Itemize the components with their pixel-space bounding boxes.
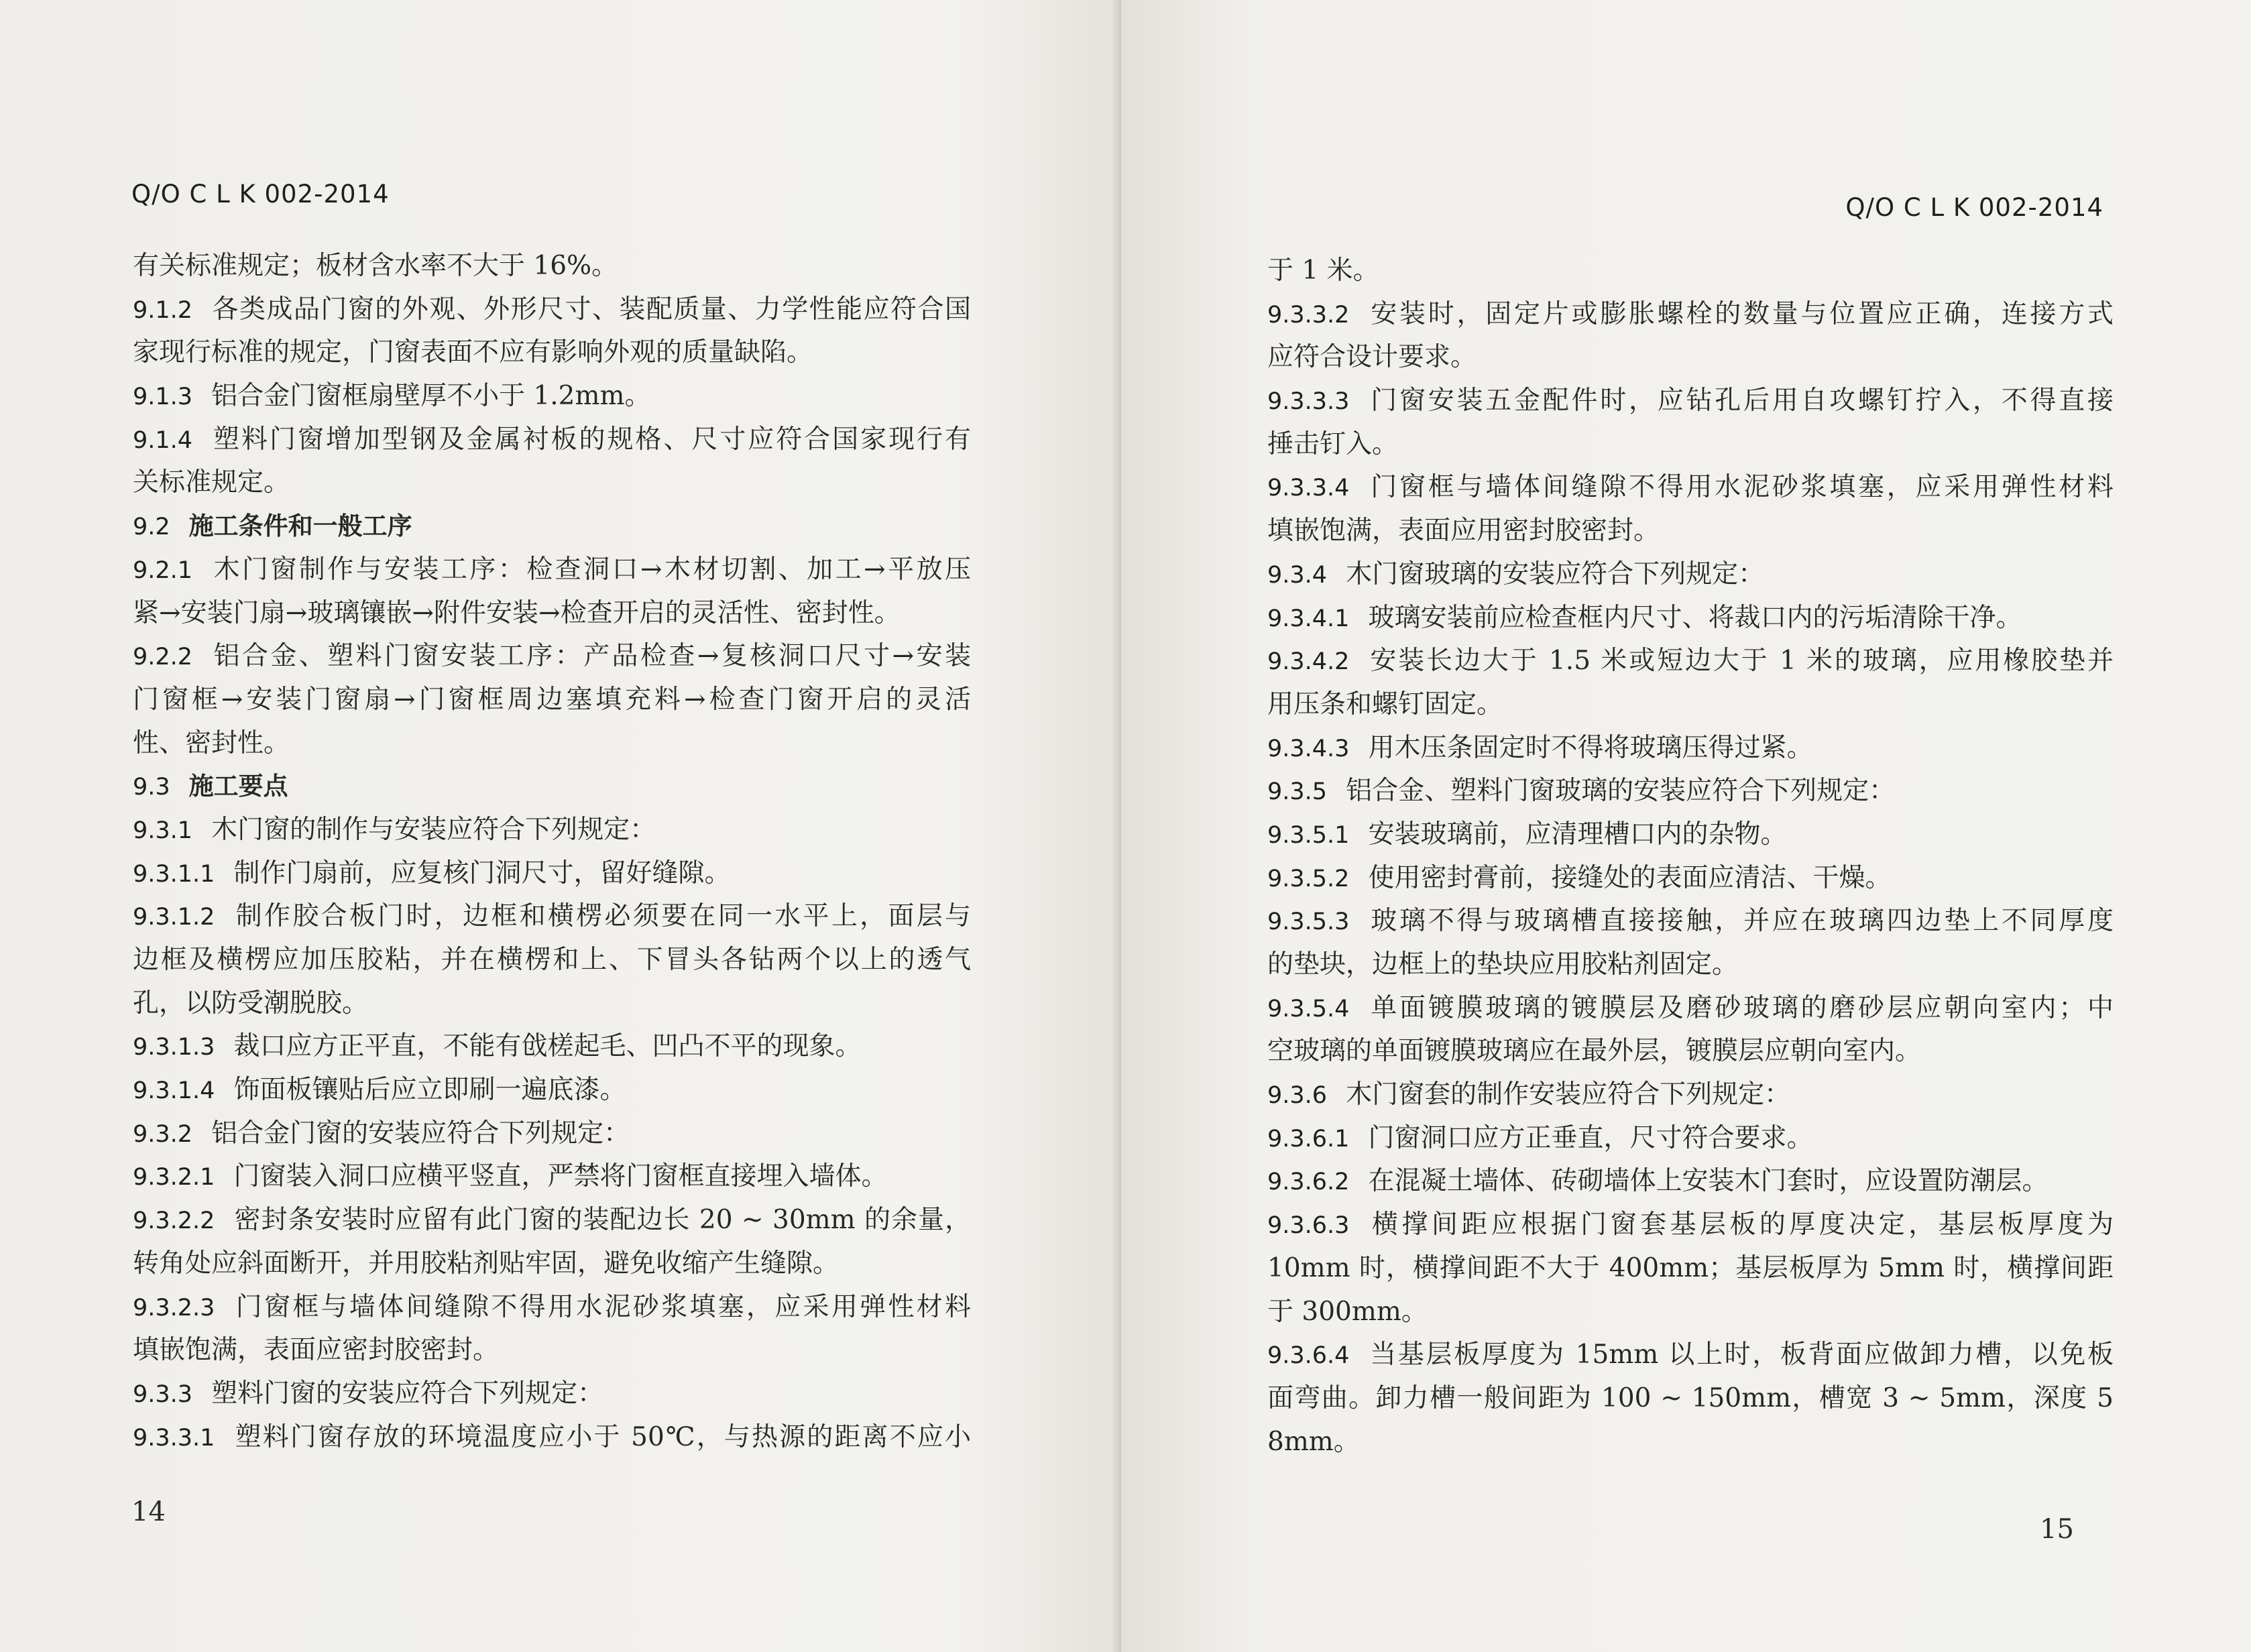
clause-text: 制作胶合板门时，边框和横楞必须要在同一水平上，面层与: [233, 901, 971, 932]
clause-text: 木门窗的制作与安装应符合下列规定：: [211, 814, 656, 845]
text-line: [1267, 510, 2114, 553]
clause-number: 9.3.1.4: [133, 1077, 215, 1105]
text-line: [133, 895, 971, 939]
clause-text: 铝合金、塑料门窗玻璃的安装应符合下列规定：: [1346, 776, 1896, 807]
clause-text: 紧→安装门扇→玻璃镶嵌→附件安装→检查开启的灵活性、密封性。: [133, 597, 901, 628]
clause-number: 9.2.2: [133, 644, 193, 671]
clause-number: 9.1.4: [133, 426, 193, 454]
clause-number: 9.3.1.3: [133, 1034, 215, 1061]
text-line: [133, 1069, 971, 1112]
clause-text: 门窗安装五金配件时，应钻孔后用自攻螺钉拧入，不得直接: [1368, 386, 2114, 416]
text-line: [133, 1329, 971, 1372]
clause-text: 填嵌饱满，表面应用密封胶密封。: [1267, 516, 1660, 546]
text-line: [133, 678, 971, 722]
clause-number: 9.3.5.4: [1267, 995, 1350, 1022]
clause-number: 9.1.3: [133, 384, 193, 411]
clause-text: 门窗洞口应方正垂直，尺寸符合要求。: [1368, 1122, 1813, 1153]
clause-text: 当基层板厚度为 15mm 以上时，板背面应做卸力槽，以免板: [1368, 1340, 2114, 1370]
clause-number: 9.1.2: [133, 296, 193, 324]
clause-number: 9.3.5.3: [1267, 908, 1350, 936]
clause-text: 施工条件和一般工序: [188, 512, 412, 541]
clause-text: 门窗装入洞口应横平竖直，严禁将门窗框直接埋入墙体。: [233, 1161, 888, 1192]
clause-text: 有关标准规定；板材含水率不大于 16%。: [133, 251, 618, 281]
clause-number: 9.3.4.1: [1267, 605, 1350, 632]
text-line: [1267, 683, 2114, 727]
clause-text: 在混凝土墙体、砖砌墙体上安装木门套时，应设置防潮层。: [1368, 1166, 2048, 1197]
text-line: [1267, 293, 2114, 337]
text-line: [133, 288, 971, 332]
clause-text: 于 300mm。: [1267, 1296, 1428, 1327]
clause-number: 9.3.6.1: [1267, 1125, 1350, 1153]
clause-number: 9.3.3.2: [1267, 301, 1350, 329]
clause-text: 应符合设计要求。: [1267, 342, 1477, 373]
clause-number: 9.3.2.2: [133, 1207, 215, 1235]
clause-number: 9.2: [133, 514, 170, 541]
text-line: [1267, 1377, 2114, 1421]
clause-number: 9.3.5.1: [1267, 821, 1350, 849]
clause-text: 木门窗制作与安装工序：检查洞口→木材切割、加工→平放压: [211, 554, 971, 585]
clause-text: 门窗框→安装门窗扇→门窗框周边塞填充料→检查门窗开启的灵活: [133, 684, 971, 715]
clause-number: 9.3.1: [133, 817, 193, 844]
text-line: [1267, 1117, 2114, 1161]
clause-text: 空玻璃的单面镀膜玻璃应在最外层，镀膜层应朝向室内。: [1267, 1036, 1922, 1067]
text-line: [133, 635, 971, 678]
text-line: [133, 722, 971, 766]
clause-number: 9.3.3.3: [1267, 388, 1350, 416]
clause-number: 9.3.4: [1267, 561, 1328, 589]
clause-text: 玻璃不得与玻璃槽直接接触，并应在玻璃四边垫上不同厚度: [1368, 906, 2114, 937]
section-heading: [133, 505, 971, 548]
clause-text: 性、密封性。: [133, 727, 290, 758]
clause-text: 饰面板镶贴后应立即刷一遍底漆。: [233, 1075, 626, 1106]
text-line: [1267, 900, 2114, 943]
text-line: [1267, 1334, 2114, 1377]
clause-text: 安装玻璃前，应清理槽口内的杂物。: [1368, 819, 1787, 849]
clause-text: 裁口应方正平直，不能有戗槎起毛、凹凸不平的现象。: [233, 1031, 862, 1062]
text-line: [1267, 813, 2114, 857]
text-line: [133, 1025, 971, 1069]
clause-number: 9.3.2.3: [133, 1294, 215, 1321]
text-line: [1267, 553, 2114, 597]
page-number: 15: [2040, 1514, 2074, 1545]
text-line: [1267, 597, 2114, 640]
clause-text: 安装长边大于 1.5 米或短边大于 1 米的玻璃，应用橡胶垫并: [1368, 646, 2114, 676]
text-line: [133, 418, 971, 462]
text-line: [1267, 640, 2114, 683]
clause-text: 关标准规定。: [133, 467, 290, 498]
text-line: [133, 1199, 971, 1242]
text-line: [133, 331, 971, 375]
clause-text: 边框及横楞应加压胶粘，并在横楞和上、下冒头各钻两个以上的透气: [133, 945, 971, 975]
text-line: [133, 461, 971, 505]
text-line: [1267, 1421, 2114, 1464]
clause-number: 9.3.6.4: [1267, 1342, 1350, 1370]
clause-text: 塑料门窗增加型钢及金属衬板的规格、尺寸应符合国家现行有: [211, 424, 971, 455]
text-line: [1267, 1073, 2114, 1117]
text-line: [1267, 1030, 2114, 1073]
clause-text: 转角处应斜面断开，并用胶粘剂贴牢固，避免收缩产生缝隙。: [133, 1248, 840, 1279]
clause-number: 9.3.5.2: [1267, 865, 1350, 892]
clause-number: 9.2.1: [133, 556, 193, 584]
text-line: [1267, 336, 2114, 379]
clause-text: 门窗框与墙体间缝隙不得用水泥砂浆填塞，应采用弹性材料: [1368, 472, 2114, 503]
clause-text: 横撑间距应根据门窗套基层板的厚度决定，基层板厚度为: [1368, 1210, 2114, 1240]
text-line: [1267, 379, 2114, 423]
page-header: Q/O C L K 002-2014: [1845, 193, 2103, 222]
page-number: 14: [131, 1496, 166, 1527]
clause-text: 面弯曲。卸力槽一般间距为 100 ~ 150mm，槽宽 3 ~ 5mm，深度 5: [1267, 1382, 2114, 1413]
text-line: [1267, 1160, 2114, 1203]
page-body: [133, 245, 971, 1459]
clause-text: 铝合金门窗框扇壁厚不小于 1.2mm。: [211, 381, 651, 412]
clause-number: 9.3.6.2: [1267, 1169, 1350, 1196]
text-line: [1267, 943, 2114, 987]
clause-number: 9.3.1.2: [133, 904, 215, 931]
clause-text: 铝合金、塑料门窗安装工序：产品检查→复核洞口尺寸→安装: [211, 641, 971, 672]
text-line: [133, 548, 971, 592]
clause-text: 8mm。: [1267, 1426, 1360, 1457]
text-line: [133, 1112, 971, 1156]
text-line: [1267, 423, 2114, 467]
text-line: [1267, 1291, 2114, 1334]
right-page: [1121, 0, 2251, 1652]
clause-text: 塑料门窗的安装应符合下列规定：: [211, 1378, 604, 1409]
clause-number: 9.3.6.3: [1267, 1212, 1350, 1240]
clause-text: 木门窗套的制作安装应符合下列规定：: [1346, 1079, 1791, 1110]
clause-text: 用木压条固定时不得将玻璃压得过紧。: [1368, 732, 1813, 763]
clause-text: 填嵌饱满，表面应密封胶密封。: [133, 1335, 500, 1366]
clause-number: 9.3.1.1: [133, 860, 215, 888]
text-line: [133, 1286, 971, 1330]
clause-number: 9.3.4.2: [1267, 648, 1350, 676]
text-line: [1267, 466, 2114, 510]
clause-text: 单面镀膜玻璃的镀膜层及磨砂玻璃的磨砂层应朝向室内；中: [1368, 992, 2114, 1023]
clause-number: 9.3.2.1: [133, 1164, 215, 1191]
clause-text: 安装时，固定片或膨胀螺栓的数量与位置应正确，连接方式: [1368, 298, 2114, 329]
clause-number: 9.3.2: [133, 1120, 193, 1148]
page-body: [1267, 249, 2114, 1464]
clause-text: 塑料门窗存放的环境温度应小于 50℃，与热源的距离不应小: [233, 1421, 971, 1452]
clause-text: 用压条和螺钉固定。: [1267, 689, 1503, 719]
clause-text: 门窗框与墙体间缝隙不得用水泥砂浆填塞，应采用弹性材料: [233, 1291, 971, 1322]
clause-text: 的垫块，边框上的垫块应用胶粘剂固定。: [1267, 949, 1739, 980]
clause-number: 9.3: [133, 774, 170, 801]
text-line: [133, 592, 971, 636]
text-line: [133, 1372, 971, 1416]
section-heading: [133, 765, 971, 809]
text-line: [1267, 1203, 2114, 1247]
clause-text: 各类成品门窗的外观、外形尺寸、装配质量、力学性能应符合国: [211, 294, 971, 324]
clause-text: 施工要点: [188, 772, 288, 801]
text-line: [133, 939, 971, 982]
text-line: [1267, 987, 2114, 1030]
clause-text: 捶击钉入。: [1267, 428, 1399, 459]
text-line: [1267, 1247, 2114, 1291]
left-page: [0, 0, 1118, 1652]
clause-text: 于 1 米。: [1267, 255, 1379, 286]
text-line: [133, 852, 971, 896]
clause-number: 9.3.3: [133, 1380, 193, 1408]
clause-number: 9.3.5: [1267, 778, 1328, 806]
clause-text: 制作门扇前，应复核门洞尺寸，留好缝隙。: [233, 858, 731, 888]
text-line: [133, 809, 971, 852]
text-line: [133, 375, 971, 418]
clause-text: 密封条安装时应留有此门窗的装配边长 20 ~ 30mm 的余量，: [233, 1205, 971, 1236]
clause-text: 木门窗玻璃的安装应符合下列规定：: [1346, 558, 1765, 589]
clause-text: 10mm 时，横撑间距不大于 400mm；基层板厚为 5mm 时，横撑间距: [1267, 1252, 2114, 1283]
clause-text: 孔，以防受潮脱胶。: [133, 988, 369, 1018]
text-line: [1267, 727, 2114, 770]
clause-text: 铝合金门窗的安装应符合下列规定：: [211, 1118, 630, 1148]
clause-text: 家现行标准的规定，门窗表面不应有影响外观的质量缺陷。: [133, 337, 813, 368]
text-line: [133, 982, 971, 1026]
clause-number: 9.3.6: [1267, 1082, 1328, 1110]
text-line: [1267, 857, 2114, 900]
clause-text: 使用密封膏前，接缝处的表面应清洁、干燥。: [1368, 862, 1892, 893]
text-line: [133, 1416, 971, 1460]
clause-number: 9.3.4.3: [1267, 735, 1350, 762]
text-line: [1267, 770, 2114, 813]
text-line: [133, 245, 971, 288]
text-line: [133, 1155, 971, 1199]
page-header: Q/O C L K 002-2014: [131, 180, 390, 209]
clause-number: 9.3.3.1: [133, 1424, 215, 1452]
text-line: [133, 1242, 971, 1286]
clause-number: 9.3.3.4: [1267, 475, 1350, 502]
clause-text: 玻璃安装前应检查框内尺寸、将裁口内的污垢清除干净。: [1368, 602, 2022, 633]
text-line: [1267, 249, 2114, 293]
